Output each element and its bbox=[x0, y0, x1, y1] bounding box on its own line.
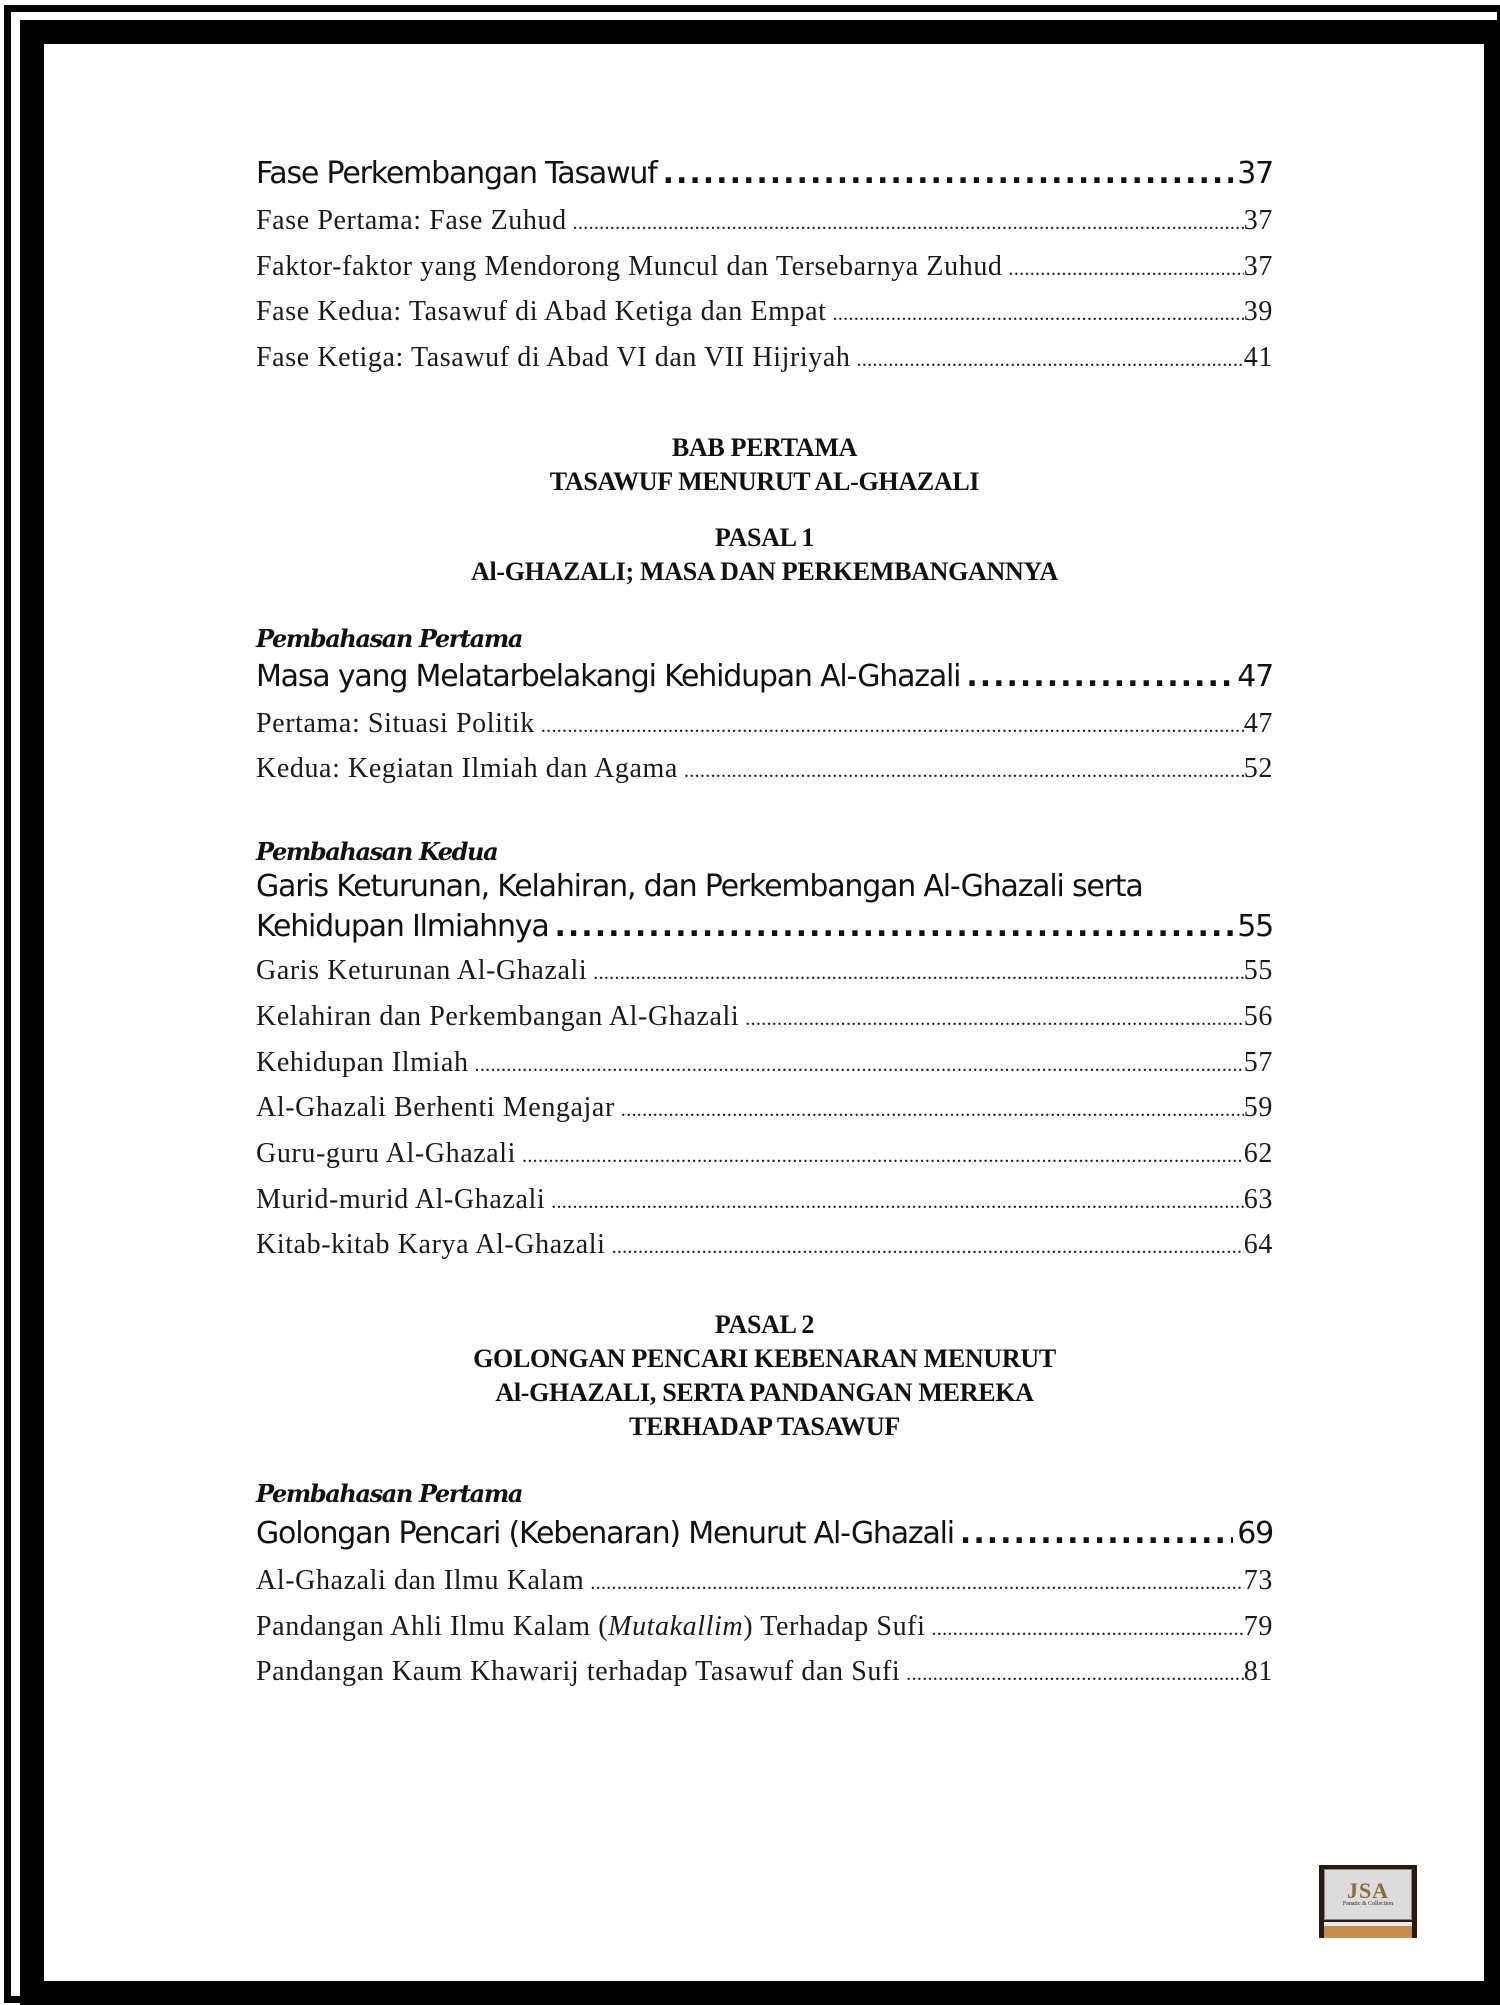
dot-leader bbox=[555, 906, 1234, 948]
page-number: 37 bbox=[1237, 156, 1273, 191]
toc-entry[interactable] bbox=[256, 335, 1273, 381]
toc-main-entry-multiline[interactable] bbox=[256, 868, 1273, 948]
subsection-pembahasan-pertama bbox=[256, 619, 1273, 792]
toc-entry[interactable] bbox=[256, 1222, 1273, 1268]
dot-leader bbox=[931, 1607, 1243, 1650]
page-number: 47 bbox=[1243, 707, 1273, 739]
dot-leader bbox=[612, 1225, 1244, 1268]
entry-title-part: ) Terhadap Sufi bbox=[743, 1610, 926, 1642]
toc-entry[interactable] bbox=[256, 1604, 1273, 1650]
dot-leader bbox=[906, 1652, 1244, 1695]
entry-title: Kelahiran dan Perkembangan Al-Ghazali bbox=[256, 1000, 740, 1032]
logo-monitor-icon bbox=[1324, 1869, 1412, 1920]
section-heading-pasal-2 bbox=[256, 1308, 1273, 1444]
entry-title: Murid-murid Al-Ghazali bbox=[256, 1183, 546, 1215]
entry-title: Kitab-kitab Karya Al-Ghazali bbox=[256, 1229, 606, 1261]
dot-leader bbox=[593, 951, 1244, 994]
page-number: 55 bbox=[1243, 955, 1273, 987]
toc-entry[interactable] bbox=[256, 289, 1273, 335]
page-number: 64 bbox=[1243, 1229, 1273, 1261]
entry-title: Pandangan Kaum Khawarij terhadap Tasawuf dan Sufi bbox=[256, 1656, 901, 1688]
section-title: Al-GHAZALI; MASA DAN PERKEMBANGANNYA bbox=[471, 556, 1058, 586]
section-heading-pasal-1 bbox=[256, 521, 1273, 589]
entry-title-line-2-row bbox=[256, 906, 1273, 948]
entry-title: Fase Perkembangan Tasawuf bbox=[256, 156, 657, 191]
toc-entry[interactable] bbox=[256, 244, 1273, 290]
subsection-pembahasan-kedua bbox=[256, 832, 1273, 1268]
subsection-label: Pembahasan Pertama bbox=[256, 1478, 522, 1508]
section-label: PASAL 1 bbox=[714, 522, 815, 552]
page-number: 59 bbox=[1243, 1092, 1273, 1124]
page-number: 37 bbox=[1243, 205, 1273, 236]
dot-leader bbox=[833, 292, 1244, 335]
toc-entry[interactable] bbox=[256, 948, 1273, 994]
jsa-logo bbox=[1319, 1865, 1417, 1938]
toc-main-entry[interactable] bbox=[256, 1510, 1273, 1558]
subsection-label: Pembahasan Pertama bbox=[256, 623, 522, 653]
toc-entry[interactable] bbox=[256, 1131, 1273, 1177]
toc-main-entry[interactable] bbox=[256, 150, 1273, 198]
entry-title: Fase Kedua: Tasawuf di Abad Ketiga dan Empat bbox=[256, 296, 827, 328]
page-number: 81 bbox=[1243, 1656, 1273, 1688]
page-number: 47 bbox=[1237, 658, 1273, 694]
dot-leader bbox=[541, 704, 1244, 747]
entry-title: Al-Ghazali Berhenti Mengajar bbox=[256, 1092, 615, 1124]
toc-entry[interactable] bbox=[256, 1558, 1273, 1604]
page-number: 39 bbox=[1243, 296, 1273, 328]
toc-entry[interactable] bbox=[256, 1649, 1273, 1695]
page-number: 62 bbox=[1243, 1137, 1273, 1169]
toc-entry[interactable] bbox=[256, 1040, 1273, 1086]
toc-entry[interactable] bbox=[256, 994, 1273, 1040]
dot-leader bbox=[857, 338, 1244, 381]
entry-title-italic: Mutakallim bbox=[608, 1610, 744, 1642]
page-number: 79 bbox=[1243, 1610, 1273, 1642]
entry-title: Fase Ketiga: Tasawuf di Abad VI dan VII Hijriyah bbox=[256, 342, 851, 374]
toc-entry[interactable] bbox=[256, 198, 1273, 244]
entry-title: Masa yang Melatarbelakangi Kehidupan Al-Ghazali bbox=[256, 658, 961, 694]
entry-title: Kehidupan Ilmiah bbox=[256, 1046, 469, 1078]
dot-leader bbox=[590, 1561, 1243, 1604]
page-number: 63 bbox=[1243, 1183, 1273, 1215]
entry-title-line-1: Garis Keturunan, Kelahiran, dan Perkembangan Al-Ghazali serta bbox=[256, 869, 1143, 905]
page-number: 56 bbox=[1243, 1000, 1273, 1032]
toc-entry[interactable] bbox=[256, 1177, 1273, 1223]
dot-leader bbox=[960, 1510, 1233, 1558]
chapter-title: TASAWUF MENURUT AL-GHAZALI bbox=[549, 466, 980, 496]
toc-entry[interactable] bbox=[256, 701, 1273, 747]
section-title-line: TERHADAP TASAWUF bbox=[629, 1411, 900, 1441]
dot-leader bbox=[966, 653, 1233, 701]
subsection-label: Pembahasan Kedua bbox=[256, 837, 498, 867]
dot-leader bbox=[475, 1043, 1244, 1086]
entry-title-line-2: Kehidupan Ilmiahnya bbox=[256, 909, 549, 945]
page-number: 73 bbox=[1243, 1564, 1273, 1596]
entry-title: Kedua: Kegiatan Ilmiah dan Agama bbox=[256, 753, 678, 785]
entry-title: Al-Ghazali dan Ilmu Kalam bbox=[256, 1564, 585, 1596]
entry-title: Pertama: Situasi Politik bbox=[256, 707, 535, 739]
page-number: 55 bbox=[1237, 909, 1273, 945]
entry-title: Faktor-faktor yang Mendorong Muncul dan Tersebarnya Zuhud bbox=[256, 250, 1003, 282]
logo-tagline: Fanatic & Collection bbox=[1342, 1901, 1394, 1907]
page-number: 57 bbox=[1243, 1046, 1273, 1078]
section-title-line: Al-GHAZALI, SERTA PANDANGAN MEREKA bbox=[495, 1377, 1034, 1407]
dot-leader bbox=[522, 1134, 1244, 1177]
logo-text: JSA bbox=[1346, 1878, 1390, 1903]
subsection-pembahasan-pertama-pasal-2 bbox=[256, 1474, 1273, 1695]
page-number: 69 bbox=[1237, 1515, 1273, 1551]
dot-leader bbox=[551, 1180, 1244, 1223]
entry-title: Garis Keturunan Al-Ghazali bbox=[256, 955, 588, 987]
table-of-contents bbox=[256, 150, 1273, 1695]
section-title-line: GOLONGAN PENCARI KEBENARAN MENURUT bbox=[473, 1343, 1056, 1373]
chapter-heading bbox=[256, 431, 1273, 499]
dot-leader bbox=[663, 150, 1234, 198]
chapter-label: BAB PERTAMA bbox=[671, 432, 858, 462]
page-number: 37 bbox=[1243, 250, 1273, 282]
entry-title bbox=[256, 1604, 925, 1650]
toc-main-entry[interactable] bbox=[256, 653, 1273, 701]
entry-title: Golongan Pencari (Kebenaran) Menurut Al-Ghazali bbox=[256, 1515, 954, 1551]
dot-leader bbox=[1009, 247, 1244, 290]
page-number: 41 bbox=[1243, 342, 1273, 374]
dot-leader bbox=[684, 749, 1244, 792]
page-number: 52 bbox=[1243, 753, 1273, 785]
dot-leader bbox=[621, 1088, 1244, 1131]
dot-leader bbox=[573, 201, 1244, 244]
dot-leader bbox=[745, 997, 1244, 1040]
toc-entry[interactable] bbox=[256, 1085, 1273, 1131]
entry-title-part: Pandangan Ahli Ilmu Kalam ( bbox=[256, 1610, 609, 1642]
logo-keyboard-desk-icon bbox=[1324, 1922, 1412, 1938]
entry-title: Guru-guru Al-Ghazali bbox=[256, 1137, 517, 1169]
section-label: PASAL 2 bbox=[714, 1309, 815, 1339]
toc-entry[interactable] bbox=[256, 746, 1273, 792]
entry-title: Fase Pertama: Fase Zuhud bbox=[256, 205, 567, 236]
